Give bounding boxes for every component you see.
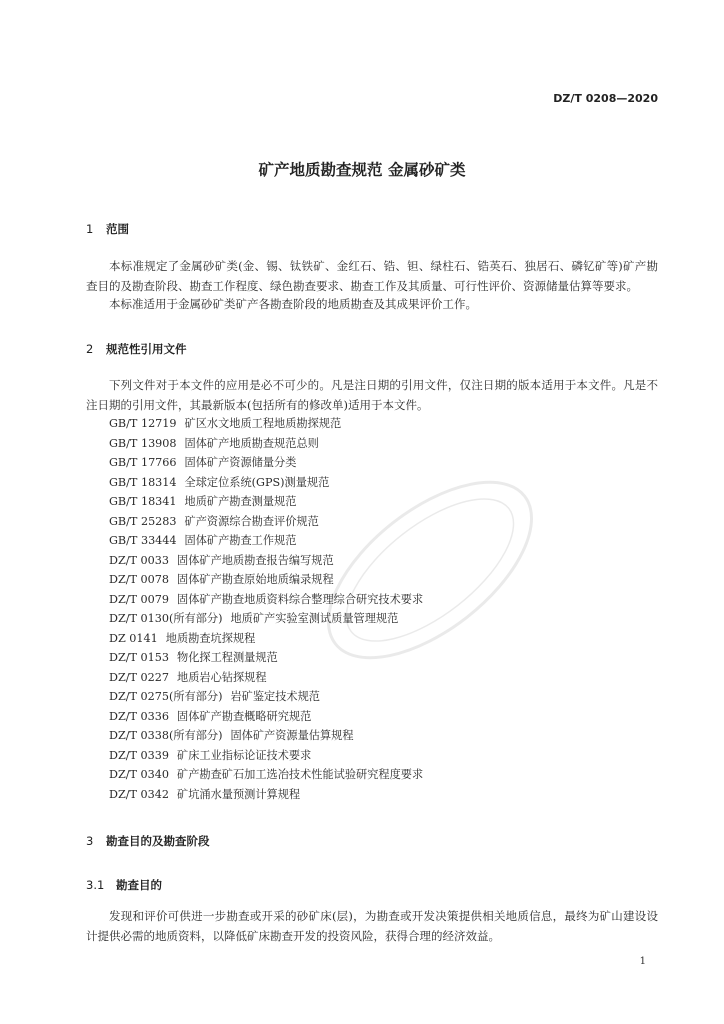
reference-code: GB/T 13908 [109, 436, 177, 450]
subsection-number: 3.1 [86, 878, 105, 892]
section-title: 范围 [106, 222, 129, 236]
reference-code: DZ/T 0078 [109, 573, 170, 586]
reference-code: DZ/T 0339 [109, 748, 170, 762]
section-number: 3 [86, 834, 94, 848]
section-2-heading [86, 341, 187, 357]
reference-title: 物化探工程测量规范 [177, 651, 278, 664]
section-1-paragraph-2: 本标准适用于金属砂矿类矿产各勘查阶段的地质勘查及其成果评价工作。 [109, 297, 477, 311]
reference-code: DZ/T 0275(所有部分) [109, 690, 223, 703]
reference-item [109, 551, 423, 571]
subsection-title: 勘查目的 [116, 878, 162, 892]
reference-item [109, 785, 423, 805]
reference-code: DZ/T 0130(所有部分) [109, 612, 223, 625]
reference-title: 地质矿产实验室测试质量管理规范 [230, 612, 399, 625]
reference-code: GB/T 18314 [109, 475, 177, 489]
reference-item [109, 648, 423, 668]
reference-item [109, 473, 423, 493]
reference-title: 固体矿产勘查概略研究规范 [177, 709, 312, 723]
reference-title: 矿产资源综合勘查评价规范 [184, 514, 319, 528]
reference-code: DZ/T 0153 [109, 651, 170, 664]
section-title: 规范性引用文件 [106, 342, 187, 356]
reference-title: 地质勘查坑探规程 [165, 631, 256, 645]
reference-item [109, 453, 423, 473]
reference-item [109, 687, 423, 707]
reference-code: DZ/T 0033 [109, 553, 170, 567]
normative-references-list [109, 414, 423, 804]
reference-item [109, 765, 423, 785]
reference-item [109, 726, 423, 746]
reference-item [109, 414, 423, 434]
document-title: 矿产地质勘查规范 金属砂矿类 [258, 161, 466, 179]
section-1-heading [86, 221, 129, 237]
subsection-3-1-paragraph: 发现和评价可供进一步勘查或开采的砂矿床(层)，为勘查或开发决策提供相关地质信息，最终为矿山建设设计提供必需的地质资料，以降低矿床勘查开发的投资风险，获得合理的经济效益。 [86, 909, 658, 943]
reference-item [109, 570, 423, 590]
reference-title: 地质岩心钻探规程 [177, 670, 267, 684]
section-number: 2 [86, 342, 94, 356]
reference-code: GB/T 33444 [109, 534, 177, 547]
reference-item [109, 668, 423, 688]
reference-title: 固体矿产地质勘查规范总则 [184, 436, 319, 450]
reference-title: 矿产勘查矿石加工选冶技术性能试验研究程度要求 [177, 768, 424, 781]
standard-code: DZ/T 0208—2020 [553, 92, 658, 105]
reference-title: 地质矿产勘查测量规范 [184, 495, 297, 508]
reference-code: DZ/T 0342 [109, 787, 170, 801]
page-number: 1 [639, 956, 646, 967]
reference-item [109, 590, 423, 610]
reference-code: GB/T 18341 [109, 495, 177, 508]
reference-item [109, 434, 423, 454]
reference-title: 全球定位系统(GPS)测量规范 [184, 475, 330, 489]
reference-code: DZ/T 0340 [109, 768, 170, 781]
reference-item [109, 609, 423, 629]
reference-code: DZ/T 0336 [109, 709, 170, 723]
section-2-intro: 下列文件对于本文件的应用是必不可少的。凡是注日期的引用文件，仅注日期的版本适用于本文件。凡是不注日期的引用文件，其最新版本(包括所有的修改单)适用于本文件。 [86, 378, 658, 412]
reference-code: GB/T 12719 [109, 417, 177, 430]
section-3-heading [86, 833, 210, 849]
reference-code: DZ/T 0338(所有部分) [109, 729, 223, 742]
reference-code: DZ 0141 [109, 631, 158, 645]
reference-code: GB/T 25283 [109, 514, 177, 528]
reference-title: 固体矿产勘查工作规范 [184, 534, 297, 547]
reference-title: 矿区水文地质工程地质勘探规范 [184, 417, 342, 430]
reference-item [109, 492, 423, 512]
reference-item [109, 746, 423, 766]
subsection-3-1-heading [86, 877, 162, 893]
reference-title: 固体矿产地质勘查报告编写规范 [177, 553, 334, 567]
reference-code: DZ/T 0079 [109, 592, 170, 606]
section-1-paragraph-1: 本标准规定了金属砂矿类(金、锡、钛铁矿、金红石、锆、钽、绿柱石、锆英石、独居石、磷钇矿等)矿产勘查目的及勘查阶段、勘查工作程度、绿色勘查要求、勘查工作及其质量、可行性评价、资源储量估算等要求。 [86, 259, 658, 293]
reference-title: 岩矿鉴定技术规范 [230, 690, 320, 703]
reference-title: 固体矿产资源储量分类 [184, 456, 297, 469]
reference-code: GB/T 17766 [109, 456, 177, 469]
reference-item [109, 707, 423, 727]
reference-title: 固体矿产勘查地质资料综合整理综合研究技术要求 [177, 592, 424, 606]
reference-title: 矿坑涌水量预测计算规程 [177, 787, 301, 801]
section-title: 勘查目的及勘查阶段 [106, 834, 210, 848]
section-number: 1 [86, 222, 94, 236]
reference-title: 矿床工业指标论证技术要求 [177, 748, 312, 762]
reference-item [109, 512, 423, 532]
reference-code: DZ/T 0227 [109, 670, 170, 684]
reference-title: 固体矿产资源量估算规程 [230, 729, 354, 742]
reference-title: 固体矿产勘查原始地质编录规程 [177, 573, 334, 586]
reference-item [109, 629, 423, 649]
reference-item [109, 531, 423, 551]
